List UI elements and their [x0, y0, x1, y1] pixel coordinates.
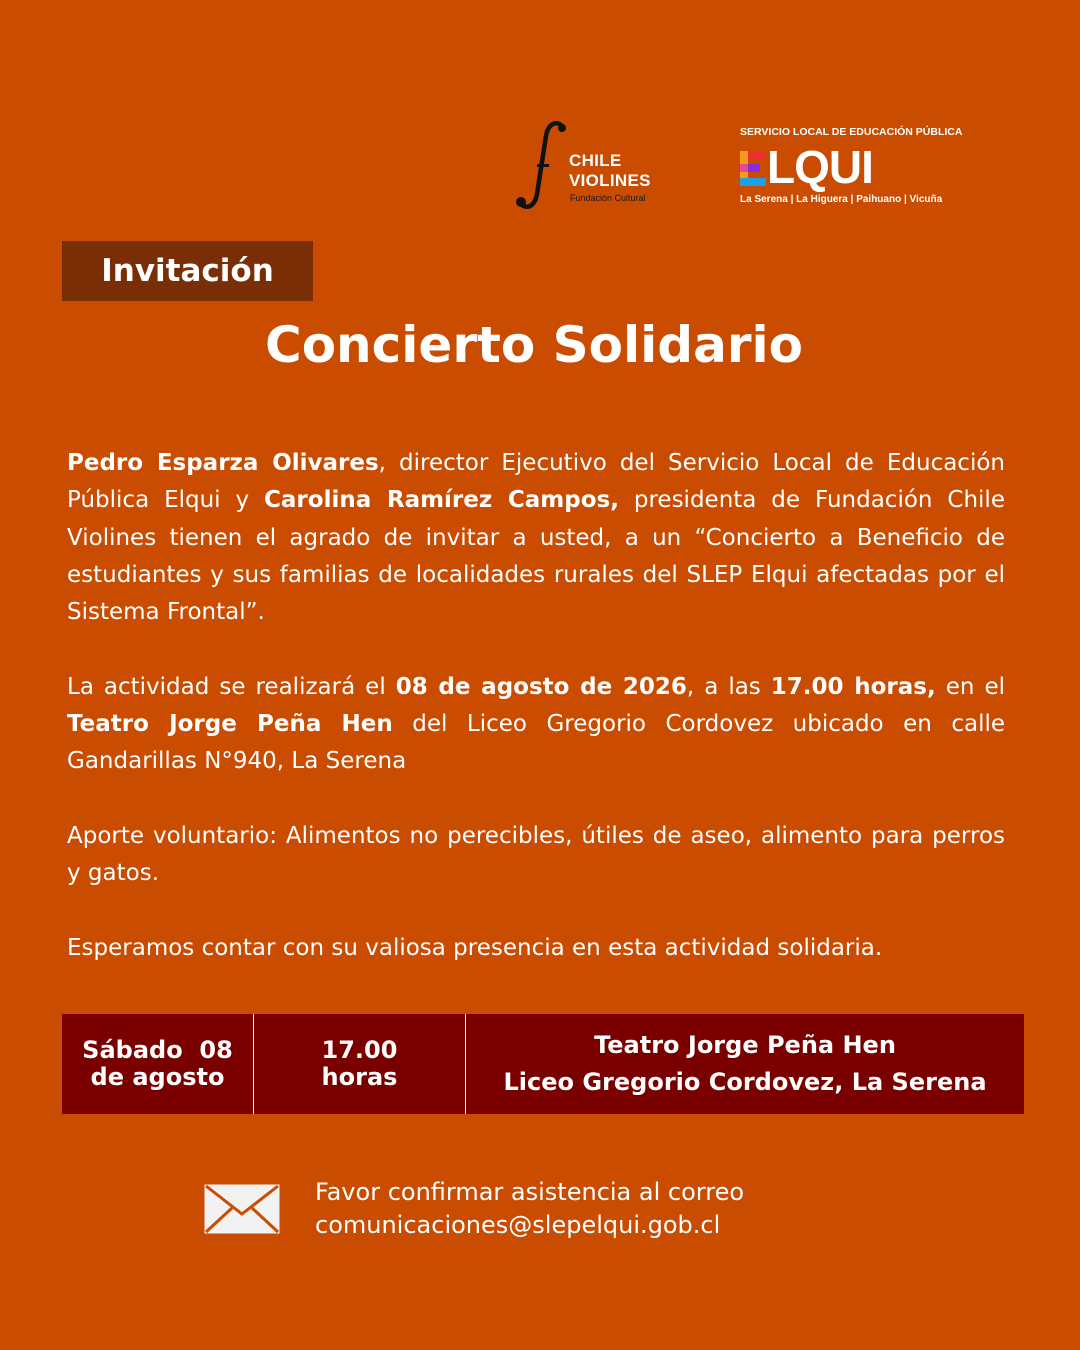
paragraph-details-text-3: en el — [935, 673, 1005, 700]
logo-word: LQUI — [767, 141, 873, 193]
info-date-line2: de agosto — [90, 1063, 225, 1091]
paragraph-details — [67, 669, 1005, 781]
info-time-line2: horas — [321, 1063, 398, 1091]
invitation-body — [67, 445, 1005, 1004]
chile-violines-logo — [512, 120, 672, 212]
invitation-tag-label: Invitación — [101, 253, 274, 289]
name-president: Carolina Ramírez Campos, — [264, 487, 619, 514]
slep-elqui-logo — [740, 124, 990, 214]
rsvp-note — [315, 1176, 744, 1242]
logo-text-chile: CHILE — [569, 151, 622, 170]
paragraph-closing: Esperamos contar con su valiosa presencia en esta actividad solidaria. — [67, 934, 883, 961]
logo-text-violines: VIOLINES — [569, 171, 651, 190]
info-time-line1: 17.00 — [321, 1036, 398, 1064]
paragraph-intro-text-2: presidenta de Fundación Chile Violines tienen el agrado de invitar a usted, a un “Concierto a Beneficio de estudiantes y sus familias de localidades rurales del SLEP Elqui afectadas por el Sistema Frontal”. — [67, 487, 1005, 626]
logo-subtitle: Fundación Cultural — [570, 193, 646, 203]
event-info-bar — [62, 1014, 1024, 1114]
rsvp-text: Favor confirmar asistencia al correo — [315, 1178, 745, 1206]
invitation-tag — [62, 241, 313, 301]
rsvp-email[interactable]: comunicaciones@slepelqui.gob.cl — [315, 1211, 721, 1239]
page-title: Concierto Solidario — [265, 316, 803, 374]
e-letter-icon — [740, 151, 766, 186]
logo-top-text: SERVICIO LOCAL DE EDUCACIÓN PÚBLICA — [740, 126, 963, 138]
f-hole-icon — [512, 120, 572, 212]
info-time — [254, 1014, 466, 1114]
paragraph-details-text-1: La actividad se realizará el — [67, 673, 396, 700]
paragraph-details-text-4: del Liceo Gregorio Cordovez ubicado en calle Gandarillas N°940, La Serena — [67, 711, 1006, 775]
paragraph-intro-text-1: , director Ejecutivo del Servicio Local de Educación Pública Elqui y — [67, 450, 1005, 514]
info-place-line2: Liceo Gregorio Cordovez, La Serena — [503, 1068, 987, 1096]
event-date: 08 de agosto de 2026 — [395, 673, 687, 700]
info-place — [466, 1014, 1024, 1114]
paragraph-intro — [67, 445, 1005, 631]
info-date-line1: Sábado 08 — [82, 1036, 233, 1064]
paragraph-contribution: Aporte voluntario: Alimentos no perecibles, útiles de aseo, alimento para perros y gatos. — [67, 822, 1005, 887]
info-date — [62, 1014, 254, 1114]
paragraph-details-text-2: , a las — [686, 673, 771, 700]
info-place-line1: Teatro Jorge Peña Hen — [594, 1031, 896, 1059]
event-time: 17.00 horas, — [770, 673, 936, 700]
envelope-icon — [204, 1184, 280, 1234]
name-director: Pedro Esparza Olivares — [67, 450, 379, 476]
event-venue: Teatro Jorge Peña Hen — [67, 711, 393, 738]
logo-places: La Serena | La Higuera | Paihuano | Vicuña — [740, 194, 943, 205]
